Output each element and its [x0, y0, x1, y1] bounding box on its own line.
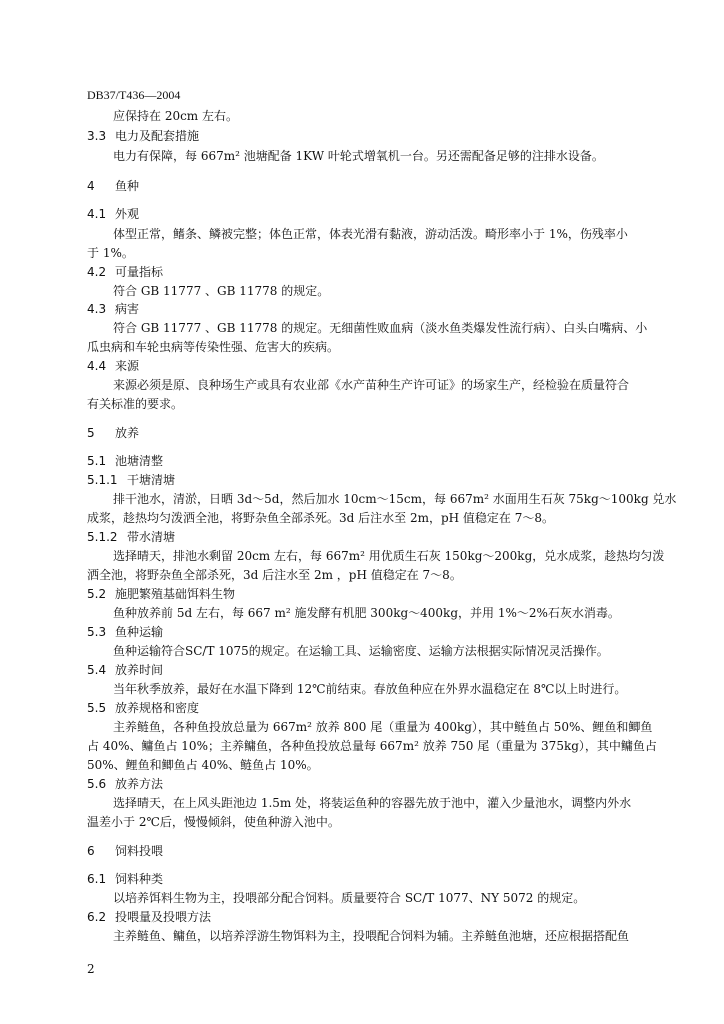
paragraph-line: 符合 GB 11777 、GB 11778 的规定。	[113, 284, 330, 298]
section-title: 鱼种运输	[115, 625, 164, 639]
section-number: 4.2	[87, 265, 107, 279]
section-heading-4-3	[87, 301, 139, 317]
paragraph-line: 符合 GB 11777 、GB 11778 的规定。无细菌性败血病（淡水鱼类爆发性流行病）、白头白嘴病、小	[113, 321, 648, 335]
section-title: 放养时间	[115, 663, 164, 677]
paragraph-line: 主养鲢鱼、鳙鱼，以培养浮游生物饵料为主，投喂配合饲料为辅。主养鲢鱼池塘，还应根据搭配鱼	[113, 929, 630, 943]
section-number: 4.4	[87, 359, 107, 373]
paragraph-line: 体型正常，鳍条、鳞被完整；体色正常，体表光滑有黏液，游动活泼。畸形率小于 1%，伤残率小	[113, 227, 628, 241]
section-number: 5.1.2	[87, 530, 118, 544]
section-title: 电力及配套措施	[115, 129, 200, 143]
section-number: 5.2	[87, 587, 107, 601]
section-heading-5-5	[87, 700, 199, 716]
paragraph-line: 洒全池，将野杂鱼全部杀死，3d 后注水至 2m ，pH 值稳定在 7～8。	[87, 568, 462, 582]
section-number: 6	[87, 844, 95, 858]
section-number: 5	[87, 426, 95, 440]
paragraph-line: 选择晴天，在上风头距池边 1.5m 处，将装运鱼种的容器先放于池中，灌入少量池水，调整内外水	[113, 796, 632, 810]
paragraph-line: 应保持在 20cm 左右。	[113, 109, 238, 123]
section-title: 外观	[115, 207, 140, 221]
section-heading-4-1	[87, 206, 139, 222]
section-heading-6	[87, 843, 163, 859]
section-title: 来源	[115, 359, 140, 373]
section-heading-5	[87, 425, 139, 441]
paragraph-line: 排干池水，清淤，日晒 3d～5d，然后加水 10cm～15cm，每 667m² 水面用生石灰 75kg～100kg 兑水	[113, 492, 677, 506]
section-number: 5.4	[87, 663, 107, 677]
section-number: 5.1	[87, 454, 107, 468]
section-heading-5-1	[87, 453, 163, 469]
section-heading-5-6	[87, 776, 163, 792]
section-title: 饲料投喂	[115, 844, 164, 858]
paragraph-line: 来源必须是原、良种场生产或具有农业部《水产苗种生产许可证》的场家生产，经检验在质量符合	[113, 378, 630, 392]
section-heading-5-1-1	[87, 472, 175, 488]
section-title: 放养	[115, 426, 140, 440]
section-heading-6-1	[87, 871, 163, 887]
section-number: 5.1.1	[87, 473, 118, 487]
paragraph-line: 主养鲢鱼，各种鱼投放总量为 667m² 放养 800 尾（重量为 400kg），其中鲢鱼占 50%、鲤鱼和鲫鱼	[113, 720, 653, 734]
section-heading-4-2	[87, 264, 163, 280]
paragraph-line: 瓜虫病和车轮虫病等传染性强、危害大的疾病。	[87, 340, 340, 354]
section-title: 放养规格和密度	[115, 701, 200, 715]
paragraph-line: 50%、鲤鱼和鲫鱼占 40%、鲢鱼占 10%。	[87, 758, 319, 772]
paragraph-line: 以培养饵料生物为主，投喂部分配合饲料。质量要符合 SC/T 1077、NY 5072 的规定。	[113, 891, 586, 905]
page-number: 2	[87, 962, 95, 976]
section-heading-5-2	[87, 586, 235, 602]
section-heading-6-2	[87, 909, 211, 925]
section-title: 池塘清整	[115, 454, 164, 468]
paragraph-line: 电力有保障，每 667m² 池塘配备 1KW 叶轮式增氧机一台。另还需配备足够的注排水设备。	[113, 149, 604, 163]
section-number: 5.3	[87, 625, 107, 639]
paragraph-line: 温差小于 2℃后，慢慢倾斜，使鱼种游入池中。	[87, 815, 340, 829]
section-number: 6.2	[87, 910, 107, 924]
paragraph-line: 成浆，趁热均匀泼洒全池，将野杂鱼全部杀死。3d 后注水至 2m，pH 值稳定在 7～8。	[87, 511, 555, 525]
paragraph-line: 选择晴天，排池水剩留 20cm 左右，每 667m² 用优质生石灰 150kg～200kg，兑水成浆，趁热均匀泼	[113, 549, 665, 563]
section-heading-4-4	[87, 358, 139, 374]
paragraph-line: 有关标准的要求。	[87, 397, 184, 411]
section-title: 病害	[115, 302, 140, 316]
section-title: 鱼种	[115, 179, 140, 193]
section-heading-5-4	[87, 662, 163, 678]
section-title: 施肥繁殖基础饵料生物	[115, 587, 236, 601]
section-title: 带水清塘	[127, 530, 176, 544]
section-number: 6.1	[87, 872, 107, 886]
section-title: 投喂量及投喂方法	[115, 910, 212, 924]
section-title: 饲料种类	[115, 872, 164, 886]
section-number: 3.3	[87, 129, 107, 143]
section-number: 4.1	[87, 207, 107, 221]
section-heading-3-3	[87, 128, 199, 144]
paragraph-line: 鱼种运输符合SC/T 1075的规定。在运输工具、运输密度、运输方法根据实际情况灵活操作。	[113, 644, 609, 658]
paragraph-line: 占 40%、鳙鱼占 10%；主养鳙鱼，各种鱼投放总量每 667m² 放养 750 尾（重量为 375kg），其中鳙鱼占	[87, 739, 657, 753]
section-number: 5.6	[87, 777, 107, 791]
section-title: 放养方法	[115, 777, 164, 791]
section-heading-5-1-2	[87, 529, 175, 545]
section-number: 4.3	[87, 302, 107, 316]
section-number: 5.5	[87, 701, 107, 715]
section-number: 4	[87, 179, 95, 193]
paragraph-line: 于 1%。	[87, 246, 134, 260]
section-title: 干塘清塘	[127, 473, 176, 487]
document-code: DB37/T436—2004	[87, 88, 181, 102]
section-heading-5-3	[87, 624, 163, 640]
section-title: 可量指标	[115, 265, 164, 279]
section-heading-4	[87, 178, 139, 194]
paragraph-line: 鱼种放养前 5d 左右，每 667 m² 施发酵有机肥 300kg～400kg，并用 1%～2%石灰水消毒。	[113, 606, 620, 620]
paragraph-line: 当年秋季放养，最好在水温下降到 12℃前结束。春放鱼种应在外界水温稳定在 8℃以上时进行。	[113, 682, 627, 696]
